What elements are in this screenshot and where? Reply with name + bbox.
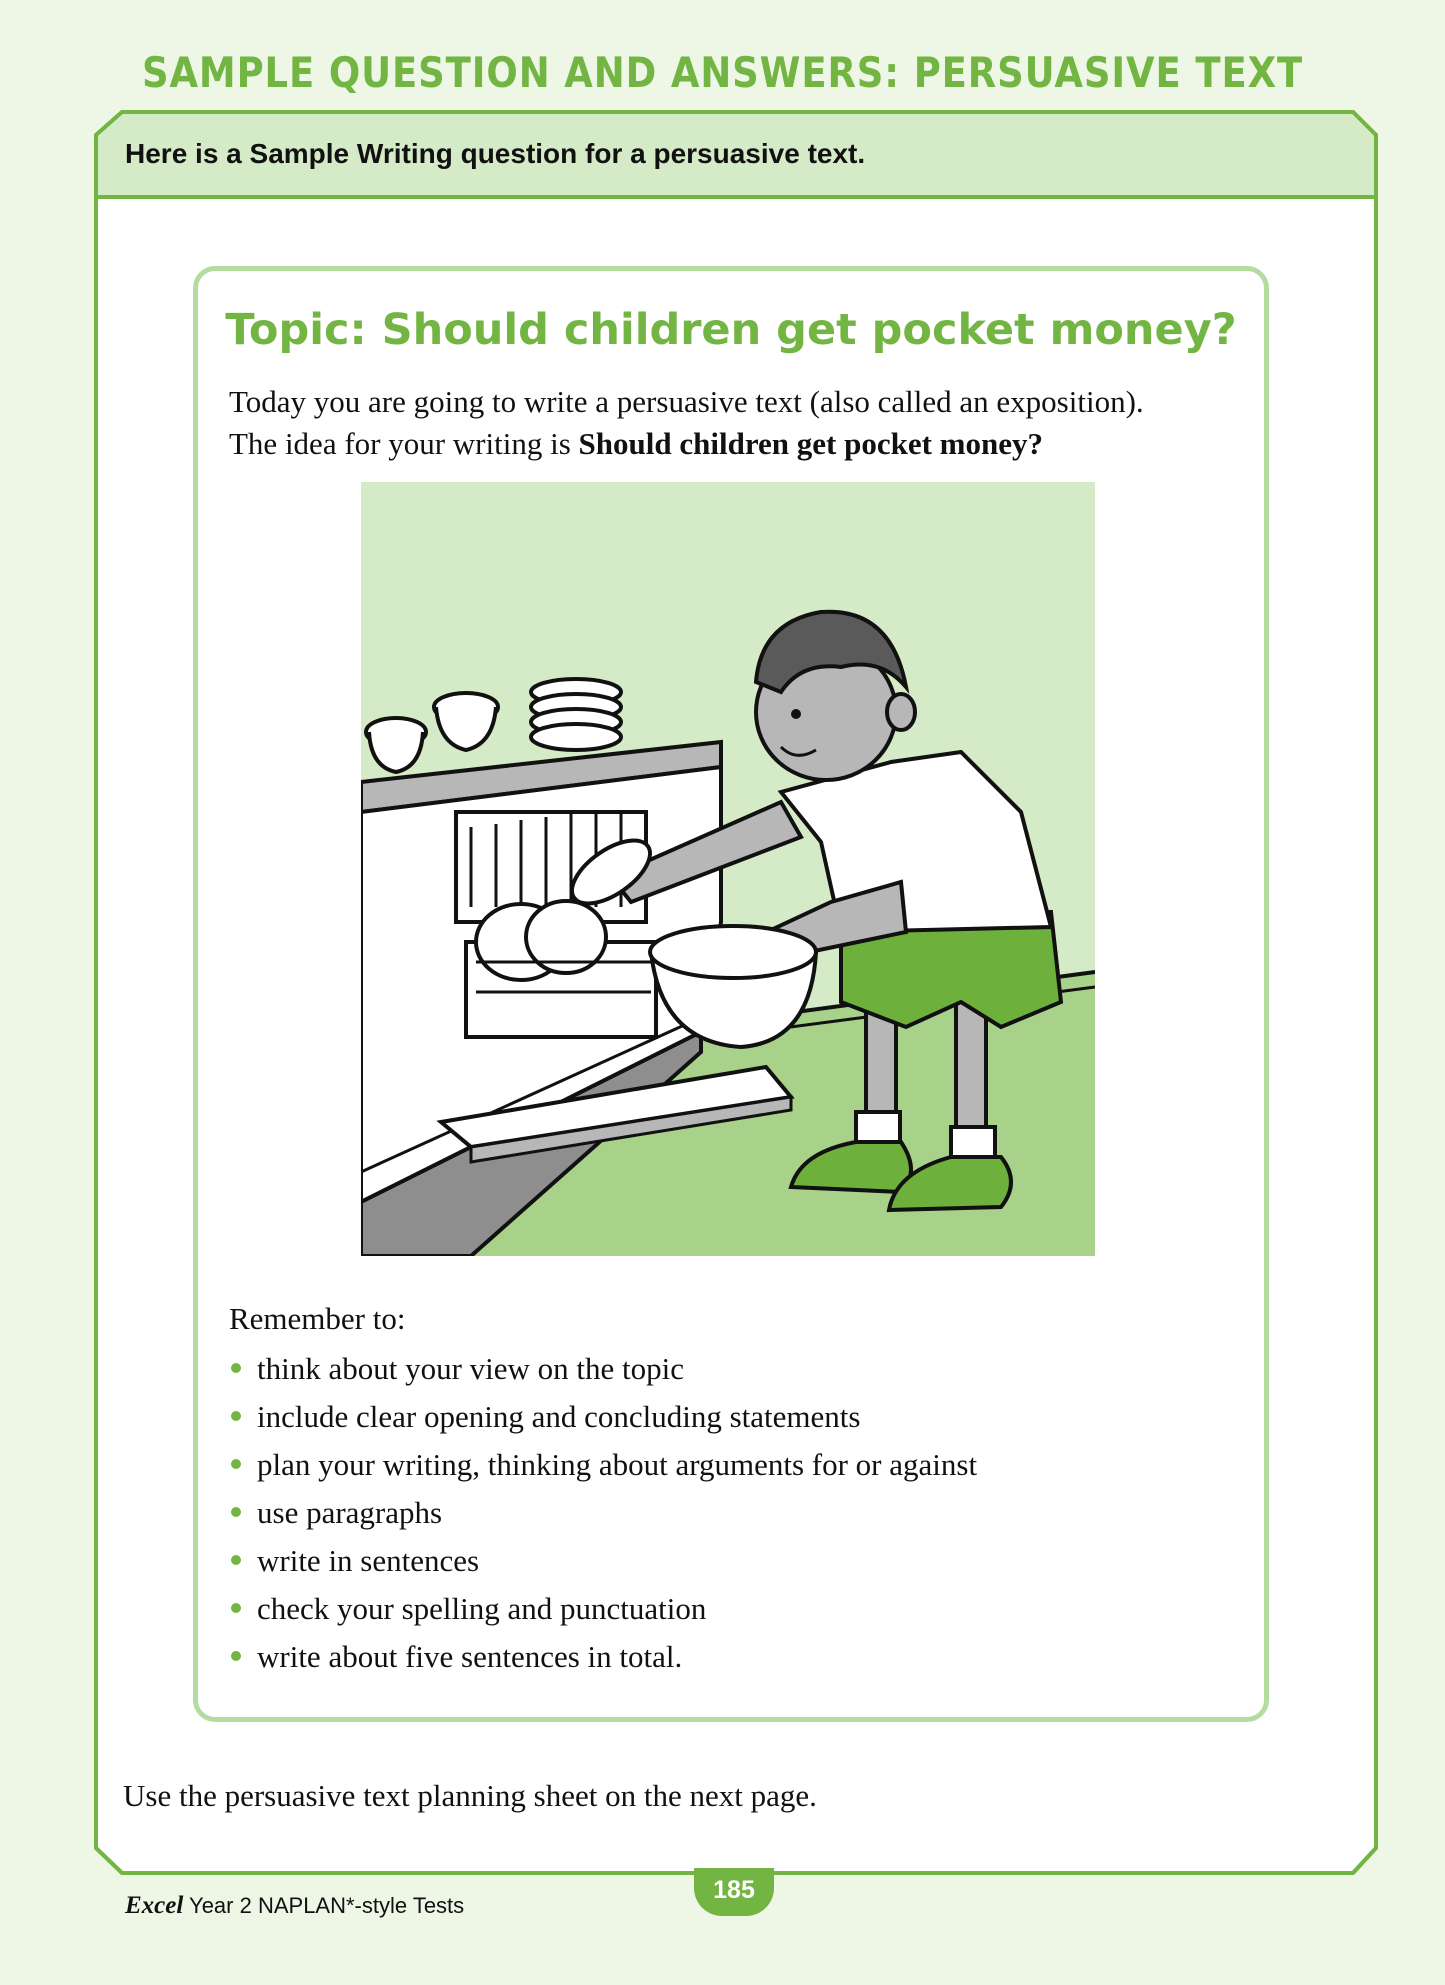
list-item	[229, 1537, 977, 1585]
topic-title: Topic: Should children get pocket money?	[225, 305, 1237, 355]
reminder-text: check your spelling and punctuation	[257, 1591, 707, 1626]
bullet-icon	[231, 1363, 241, 1373]
list-item	[229, 1585, 977, 1633]
bullet-icon	[231, 1651, 241, 1661]
book-title-text: Year 2 NAPLAN*-style Tests	[183, 1893, 465, 1918]
list-item	[229, 1345, 977, 1393]
intro-line-2	[229, 423, 1229, 465]
remember-label: Remember to:	[229, 1301, 406, 1336]
reminder-text: write in sentences	[257, 1543, 480, 1578]
brand-name: Excel	[125, 1892, 184, 1919]
header-note: Here is a Sample Writing question for a persuasive text.	[125, 138, 866, 169]
bullet-icon	[231, 1555, 241, 1565]
bullet-icon	[231, 1459, 241, 1469]
bullet-icon	[231, 1507, 241, 1517]
reminder-text: include clear opening and concluding statements	[257, 1399, 861, 1434]
intro-line-2-topic: Should children get pocket money?	[578, 426, 1044, 461]
reminder-text: write about five sentences in total.	[257, 1639, 683, 1674]
reminder-text: think about your view on the topic	[257, 1351, 685, 1386]
topic-box	[193, 266, 1269, 1722]
list-item	[229, 1633, 977, 1681]
reminder-list	[229, 1345, 977, 1681]
page-number: 185	[694, 1868, 774, 1916]
bullet-icon	[231, 1411, 241, 1421]
reminder-text: plan your writing, thinking about arguments for or against	[257, 1447, 978, 1482]
bullet-icon	[231, 1603, 241, 1613]
intro-line-1: Today you are going to write a persuasive text (also called an exposition).	[229, 384, 1144, 419]
intro-line-2-prefix: The idea for your writing is	[229, 426, 579, 461]
list-item	[229, 1489, 977, 1537]
boy-unloading-dishwasher-illustration	[361, 482, 1095, 1256]
reminder-text: use paragraphs	[257, 1495, 443, 1530]
list-item	[229, 1441, 977, 1489]
list-item	[229, 1393, 977, 1441]
page-heading: SAMPLE QUESTION AND ANSWERS: PERSUASIVE TEXT	[141, 48, 1304, 97]
book-title	[125, 1892, 464, 1920]
footer-note: Use the persuasive text planning sheet on the next page.	[123, 1778, 817, 1813]
topic-intro	[229, 381, 1229, 465]
